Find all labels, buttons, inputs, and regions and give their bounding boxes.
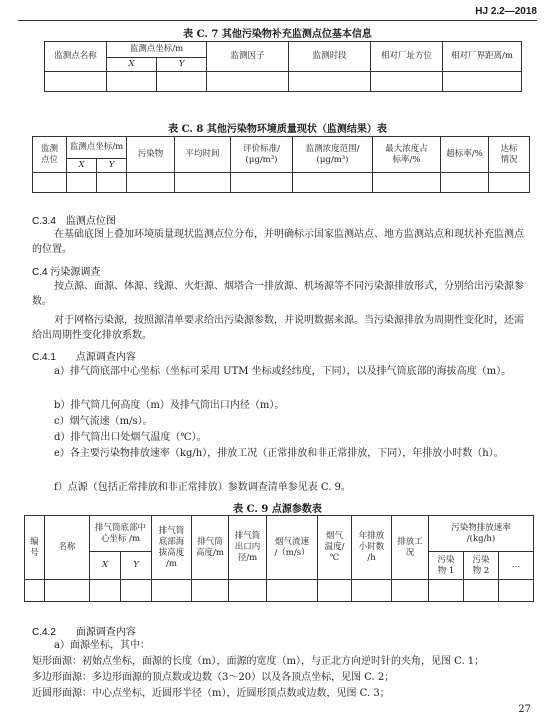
table-c9-caption: 表 C. 9 点源参数表 xyxy=(233,504,322,515)
c8-header-range: 监测浓度范围/ (μg/m³) xyxy=(293,137,373,173)
table-c8 xyxy=(32,136,530,193)
list-item-c41-a: a）排气筒底部中心坐标（坐标可采用 UTM 坐标或经纬度，下同），以及排气筒底部的海拔高度（m）。 xyxy=(54,366,512,377)
table-row xyxy=(33,173,530,193)
c9-header-x: X xyxy=(90,552,121,580)
heading-c4: C.4 污染源调查 xyxy=(32,267,101,278)
list-item-c42-polygon: 多边形面源：多边形面源的顶点数或边数（3～20）以及各顶点坐标，见图 C. 2； xyxy=(32,672,395,683)
table-row xyxy=(45,72,522,92)
c9-header-stack-height: 排气筒 高度/m xyxy=(192,516,229,580)
c9-header-emission-rate: 污染物排放速率 /(kg/h) xyxy=(429,516,534,552)
c9-header-pollutant-1: 污染 物 1 xyxy=(429,552,464,580)
c8-header-compliance: 达标 情况 xyxy=(489,137,530,173)
table-row xyxy=(25,580,534,602)
list-item-c42-circle: 近圆形面源：中心点坐标，近圆形半径（m），近圆形顶点数或边数，见图 C. 3； xyxy=(32,688,390,699)
c9-header-base-altitude: 排气筒 底部海 拔高度 /m xyxy=(152,516,192,580)
heading-c41: C.4.1 点源调查内容 xyxy=(32,352,136,363)
list-item-c41-d: d）排气筒出口处烟气温度（℃）。 xyxy=(54,432,207,443)
table-c7-caption: 表 C. 7 其他污染物补充监测点位基本信息 xyxy=(183,29,372,40)
list-item-c41-e: e）各主要污染物排放速率（kg/h），排放工况（正常排放和非正常排放，下同），年排放小时数（h）。 xyxy=(54,448,504,459)
page-number: 27 xyxy=(518,704,531,715)
list-item-c41-c: c）烟气流速（m/s）。 xyxy=(54,416,153,427)
list-item-c41-f: f）点源（包括正常排放和非正常排放）参数调查清单参见表 C. 9。 xyxy=(54,482,351,493)
list-item-c42-a: a）面源坐标，其中： xyxy=(54,640,150,651)
document-code: HJ 2.2—2018 xyxy=(475,6,537,17)
c9-header-id: 编 号 xyxy=(25,516,45,580)
c9-header-more: … xyxy=(499,552,534,580)
c8-header-avg-time: 平均时间 xyxy=(175,137,231,173)
c9-header-exit-diameter: 排气筒 出口内 径/m xyxy=(229,516,267,580)
c9-header-condition: 排放工 况 xyxy=(392,516,429,580)
c8-header-exceed-rate: 超标率/% xyxy=(441,137,489,173)
c8-header-pollutant: 污染物 xyxy=(127,137,175,173)
c7-header-point-name: 监测点名称 xyxy=(45,42,107,72)
c9-header-y: Y xyxy=(121,552,152,580)
c8-header-x: X xyxy=(67,159,97,173)
c9-header-coordinates: 排气筒底部中 心坐标 /m xyxy=(90,516,152,552)
c7-header-direction: 相对厂址方位 xyxy=(371,42,443,72)
c7-header-x: X xyxy=(107,58,157,72)
list-item-c42-rect: 矩形面源：初始点坐标，面源的长度（m），面源的宽度（m），与正北方向逆时针的夹角，见图 C. 1； xyxy=(32,656,485,667)
c9-header-name: 名称 xyxy=(45,516,90,580)
paragraph-c34: 在基础底图上叠加环境质量现状监测点位分布，并明确标示国家监测站点、地方监测站点和现状补充监测点的位置。 xyxy=(32,229,524,255)
c8-header-coordinates: 监测点坐标/m xyxy=(67,137,127,159)
header-rule xyxy=(18,20,537,21)
c7-header-factor: 监测因子 xyxy=(207,42,289,72)
c7-header-coordinates: 监测点坐标/m xyxy=(107,42,207,58)
c9-header-gas-temperature: 烟气 温度/ ℃ xyxy=(318,516,352,580)
table-c9 xyxy=(24,515,534,602)
c8-header-standard: 评价标准/ (μg/m³) xyxy=(231,137,293,173)
c7-header-y: Y xyxy=(157,58,207,72)
c7-header-period: 监测时段 xyxy=(289,42,371,72)
heading-c42: C.4.2 面源调查内容 xyxy=(32,627,136,638)
table-c7 xyxy=(44,41,522,92)
c8-header-point: 监测 点位 xyxy=(33,137,67,173)
paragraph-c4-1: 按点源、面源、体源、线源、火炬源、烟塔合一排放源、机场源等不同污染源排放形式，分别给出污染源参数。 xyxy=(32,281,524,307)
paragraph-c4-2: 对于网格污染源，按照源清单要求给出污染源参数，并说明数据来源。当污染源排放为周期性变化时，还需给出周期性变化排放系数。 xyxy=(32,315,524,341)
c9-header-gas-velocity: 烟气流速 /（m/s） xyxy=(267,516,318,580)
table-c8-caption: 表 C. 8 其他污染物环境质量现状（监测结果）表 xyxy=(168,124,387,135)
list-item-c41-b: b）排气筒几何高度（m）及排气筒出口内径（m）。 xyxy=(54,400,285,411)
c9-header-pollutant-2: 污染 物 2 xyxy=(464,552,499,580)
c9-header-annual-hours: 年排放 小时数 /h xyxy=(352,516,392,580)
c8-header-y: Y xyxy=(97,159,127,173)
heading-c34: C.3.4 监测点位图 xyxy=(32,216,116,227)
c7-header-distance: 相对厂界距离/m xyxy=(443,42,522,72)
c8-header-max-ratio: 最大浓度占 标率/% xyxy=(373,137,441,173)
